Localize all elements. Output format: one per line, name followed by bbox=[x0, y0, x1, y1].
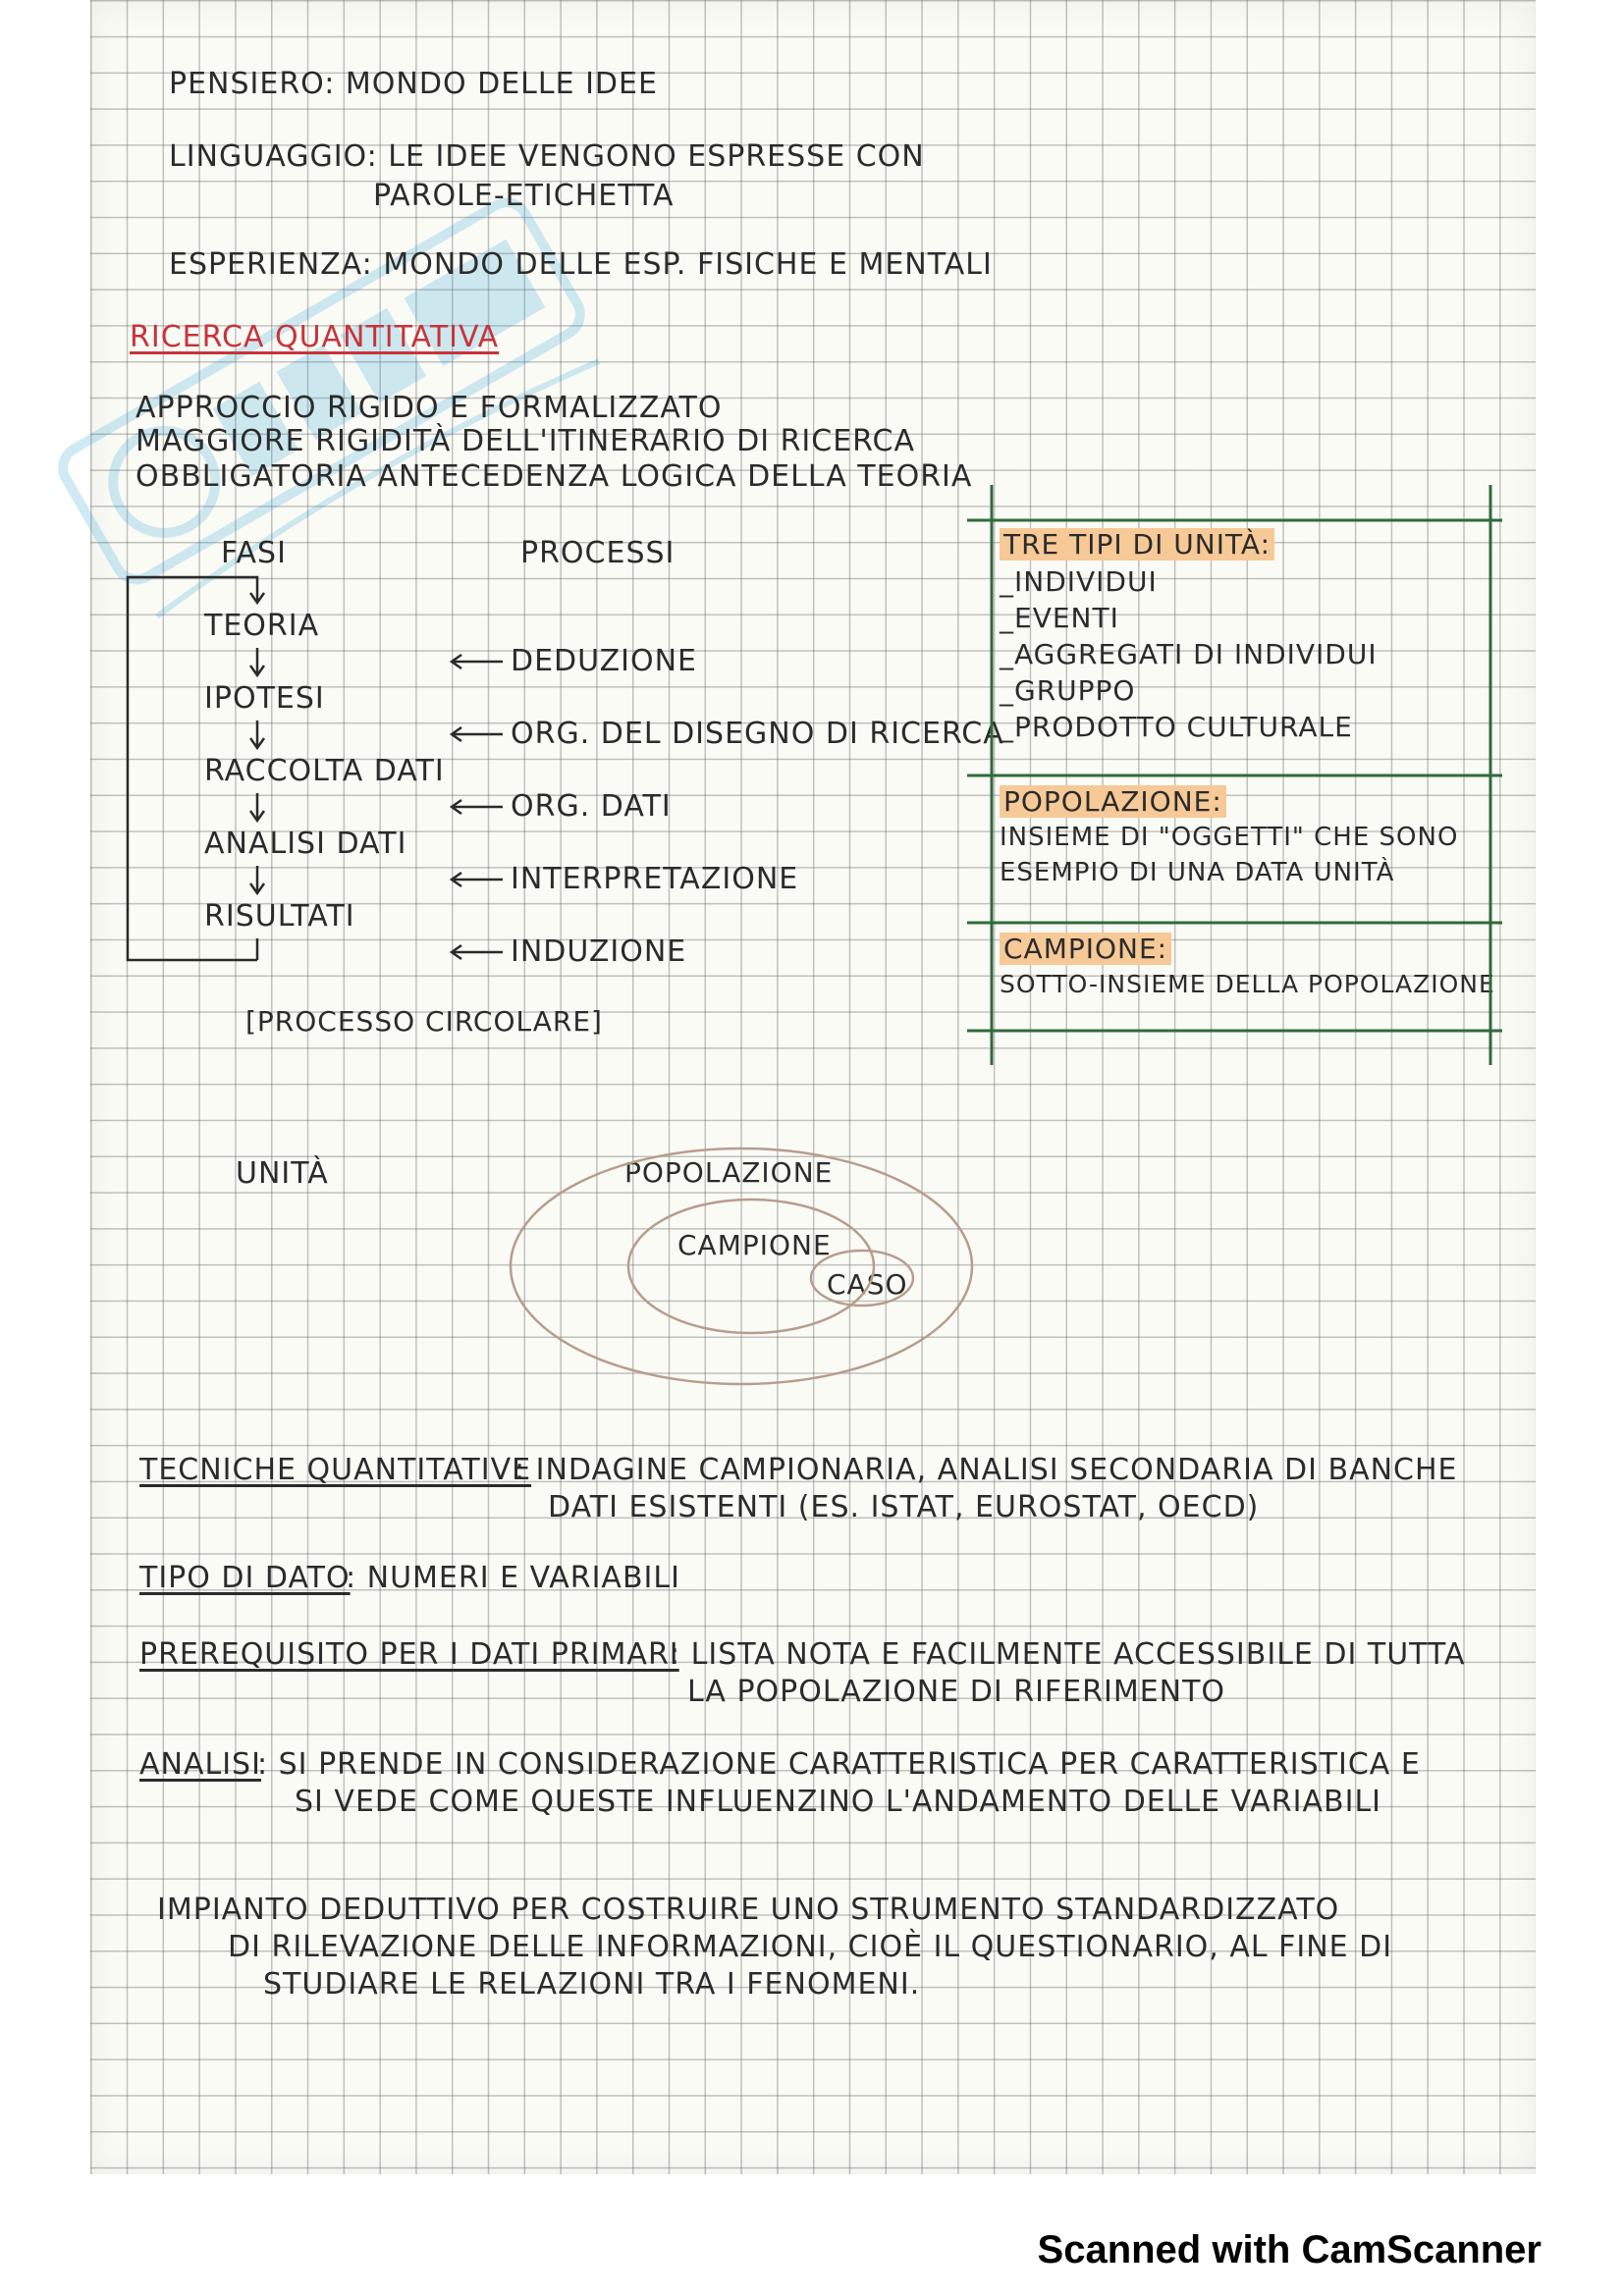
phase-risultati: RISULTATI bbox=[204, 899, 355, 934]
popolazione-title bbox=[1000, 785, 1226, 818]
venn-caso-label: CASO bbox=[827, 1268, 908, 1301]
venn-unita-label: UNITÀ bbox=[236, 1156, 329, 1191]
processo-circolare-caption: [PROCESSO CIRCOLARE] bbox=[245, 1005, 603, 1038]
tipi-title-text: TRE TIPI DI UNITÀ: bbox=[1000, 528, 1274, 561]
tecniche-label: TECNICHE QUANTITATIVE bbox=[139, 1453, 532, 1487]
phase-raccolta-dati: RACCOLTA DATI bbox=[204, 754, 445, 788]
tipo-aggregati: _AGGREGATI DI INDIVIDUI bbox=[1000, 638, 1378, 670]
fasi-header: FASI bbox=[221, 536, 287, 570]
tipi-title bbox=[1000, 528, 1274, 561]
tipo-prodotto-culturale: _PRODOTTO CULTURALE bbox=[1000, 711, 1353, 743]
phase-ipotesi: IPOTESI bbox=[204, 681, 325, 716]
campione-title bbox=[1000, 933, 1171, 965]
analisi-label: ANALISI bbox=[139, 1747, 261, 1782]
intro-line-2: MAGGIORE RIGIDITÀ DELL'ITINERARIO DI RICERCA bbox=[135, 424, 915, 458]
process-org-disegno: ORG. DEL DISEGNO DI RICERCA bbox=[511, 717, 1004, 751]
tipo-dato-value: : NUMERI E VARIABILI bbox=[346, 1561, 680, 1595]
scanner-footer: Scanned with CamScanner bbox=[1037, 2228, 1542, 2271]
tipo-eventi: _EVENTI bbox=[1000, 602, 1119, 634]
phase-teoria: TEORIA bbox=[204, 609, 320, 643]
processi-header: PROCESSI bbox=[520, 536, 676, 570]
impianto-line-3: STUDIARE LE RELAZIONI TRA I FENOMENI. bbox=[263, 1967, 921, 2002]
phase-analisi-dati: ANALISI DATI bbox=[204, 827, 407, 861]
tipo-individui: _INDIVIDUI bbox=[1000, 565, 1158, 598]
popolazione-def-2: ESEMPIO DI UNA DATA UNITÀ bbox=[1000, 858, 1395, 887]
tipo-dato-label: TIPO DI DATO bbox=[139, 1561, 351, 1595]
section-title: RICERCA QUANTITATIVA bbox=[130, 320, 500, 354]
tecniche-line-2: DATI ESISTENTI (ES. ISTAT, EUROSTAT, OECD) bbox=[548, 1490, 1260, 1524]
popolazione-title-text: POPOLAZIONE: bbox=[1000, 785, 1226, 818]
campione-title-text: CAMPIONE: bbox=[1000, 933, 1171, 965]
process-induzione: INDUZIONE bbox=[511, 934, 687, 969]
popolazione-def-1: INSIEME DI "OGGETTI" CHE SONO bbox=[1000, 823, 1459, 852]
note-esperienza: ESPERIENZA: MONDO DELLE ESP. FISICHE E MENTALI bbox=[169, 247, 993, 282]
impianto-line-2: DI RILEVAZIONE DELLE INFORMAZIONI, CIOÈ IL QUESTIONARIO, AL FINE DI bbox=[228, 1930, 1393, 1964]
venn-campione-label: CAMPIONE bbox=[677, 1229, 832, 1261]
tecniche-line-1: : INDAGINE CAMPIONARIA, ANALISI SECONDARIA DI BANCHE bbox=[514, 1453, 1458, 1487]
note-pensiero: PENSIERO: MONDO DELLE IDEE bbox=[169, 67, 658, 101]
analisi-line-1: : SI PRENDE IN CONSIDERAZIONE CARATTERISTICA PER CARATTERISTICA E bbox=[257, 1747, 1421, 1782]
intro-line-3: OBBLIGATORIA ANTECEDENZA LOGICA DELLA TEORIA bbox=[135, 459, 973, 494]
process-deduzione: DEDUZIONE bbox=[511, 644, 697, 678]
intro-line-1: APPROCCIO RIGIDO E FORMALIZZATO bbox=[135, 391, 723, 425]
process-org-dati: ORG. DATI bbox=[511, 789, 672, 824]
prerequisito-line-2: LA POPOLAZIONE DI RIFERIMENTO bbox=[687, 1675, 1226, 1709]
venn-popolazione-label: POPOLAZIONE bbox=[624, 1156, 834, 1189]
process-interpretazione: INTERPRETAZIONE bbox=[511, 862, 799, 896]
impianto-line-1: IMPIANTO DEDUTTIVO PER COSTRUIRE UNO STRUMENTO STANDARDIZZATO bbox=[157, 1893, 1340, 1927]
campione-def: SOTTO-INSIEME DELLA POPOLAZIONE bbox=[1000, 970, 1495, 998]
prerequisito-line-1: : LISTA NOTA E FACILMENTE ACCESSIBILE DI TUTTA bbox=[670, 1637, 1466, 1672]
tipo-gruppo: _GRUPPO bbox=[1000, 674, 1136, 707]
note-linguaggio-line2: PAROLE-ETICHETTA bbox=[373, 179, 675, 213]
analisi-line-2: SI VEDE COME QUESTE INFLUENZINO L'ANDAMENTO DELLE VARIABILI bbox=[295, 1785, 1382, 1819]
note-linguaggio-line1: LINGUAGGIO: LE IDEE VENGONO ESPRESSE CON bbox=[169, 139, 925, 174]
prerequisito-label: PREREQUISITO PER I DATI PRIMARI bbox=[139, 1637, 679, 1672]
